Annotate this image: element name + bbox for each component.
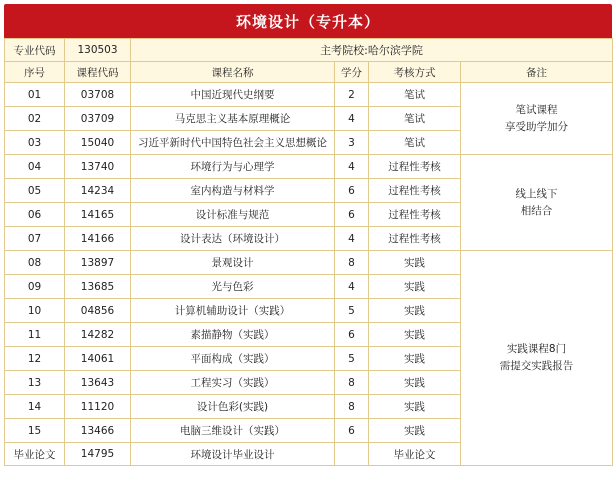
course-code: 11120 bbox=[65, 395, 131, 419]
exam-method: 毕业论文 bbox=[369, 443, 461, 466]
course-name: 室内构造与材料学 bbox=[131, 179, 335, 203]
column-header: 考核方式 bbox=[369, 62, 461, 83]
exam-method: 实践 bbox=[369, 251, 461, 275]
row-number: 13 bbox=[5, 371, 65, 395]
row-number: 07 bbox=[5, 227, 65, 251]
course-code: 13897 bbox=[65, 251, 131, 275]
exam-method: 笔试 bbox=[369, 83, 461, 107]
course-name: 设计色彩(实践) bbox=[131, 395, 335, 419]
course-credit: 4 bbox=[335, 107, 369, 131]
course-credit: 4 bbox=[335, 227, 369, 251]
course-credit: 6 bbox=[335, 179, 369, 203]
row-number: 04 bbox=[5, 155, 65, 179]
course-credit: 4 bbox=[335, 275, 369, 299]
remark-written-exam bbox=[461, 83, 613, 155]
column-header: 课程代码 bbox=[65, 62, 131, 83]
row-number: 08 bbox=[5, 251, 65, 275]
course-code: 14282 bbox=[65, 323, 131, 347]
course-credit: 6 bbox=[335, 419, 369, 443]
exam-method: 过程性考核 bbox=[369, 203, 461, 227]
course-code: 03709 bbox=[65, 107, 131, 131]
table-row bbox=[5, 83, 613, 107]
column-header: 备注 bbox=[461, 62, 613, 83]
course-code: 13740 bbox=[65, 155, 131, 179]
course-name: 习近平新时代中国特色社会主义思想概论 bbox=[131, 131, 335, 155]
course-name: 工程实习（实践） bbox=[131, 371, 335, 395]
exam-method: 笔试 bbox=[369, 107, 461, 131]
course-name: 电脑三维设计（实践） bbox=[131, 419, 335, 443]
course-name: 设计标准与规范 bbox=[131, 203, 335, 227]
course-code: 04856 bbox=[65, 299, 131, 323]
row-number: 06 bbox=[5, 203, 65, 227]
course-credit: 8 bbox=[335, 371, 369, 395]
exam-method: 过程性考核 bbox=[369, 155, 461, 179]
row-number: 15 bbox=[5, 419, 65, 443]
exam-method: 实践 bbox=[369, 299, 461, 323]
table-row bbox=[5, 251, 613, 275]
row-number: 14 bbox=[5, 395, 65, 419]
row-number: 11 bbox=[5, 323, 65, 347]
major-code-label: 专业代码 bbox=[5, 39, 65, 62]
exam-method: 笔试 bbox=[369, 131, 461, 155]
row-number: 毕业论文 bbox=[5, 443, 65, 466]
exam-method: 过程性考核 bbox=[369, 227, 461, 251]
row-number: 02 bbox=[5, 107, 65, 131]
column-header: 学分 bbox=[335, 62, 369, 83]
row-number: 05 bbox=[5, 179, 65, 203]
course-code: 15040 bbox=[65, 131, 131, 155]
course-credit: 2 bbox=[335, 83, 369, 107]
course-credit bbox=[335, 443, 369, 466]
course-code: 14165 bbox=[65, 203, 131, 227]
course-credit: 5 bbox=[335, 299, 369, 323]
course-credit: 6 bbox=[335, 203, 369, 227]
exam-method: 实践 bbox=[369, 395, 461, 419]
remark-line: 享受助学加分 bbox=[505, 120, 569, 133]
remark-blended bbox=[461, 155, 613, 251]
column-header: 序号 bbox=[5, 62, 65, 83]
page-title: 环境设计（专升本） bbox=[4, 4, 612, 38]
course-credit: 4 bbox=[335, 155, 369, 179]
course-name: 计算机辅助设计（实践） bbox=[131, 299, 335, 323]
row-number: 12 bbox=[5, 347, 65, 371]
exam-method: 实践 bbox=[369, 371, 461, 395]
course-name: 环境设计毕业设计 bbox=[131, 443, 335, 466]
course-code: 14166 bbox=[65, 227, 131, 251]
remark-practice bbox=[461, 251, 613, 466]
course-code: 14234 bbox=[65, 179, 131, 203]
course-table bbox=[4, 38, 613, 466]
exam-method: 实践 bbox=[369, 419, 461, 443]
course-name: 环境行为与心理学 bbox=[131, 155, 335, 179]
course-credit: 8 bbox=[335, 251, 369, 275]
course-credit: 8 bbox=[335, 395, 369, 419]
info-row bbox=[5, 39, 613, 62]
course-code: 13685 bbox=[65, 275, 131, 299]
course-name: 景观设计 bbox=[131, 251, 335, 275]
row-number: 09 bbox=[5, 275, 65, 299]
remark-line: 实践课程8门 bbox=[506, 343, 567, 355]
row-number: 01 bbox=[5, 83, 65, 107]
column-header: 课程名称 bbox=[131, 62, 335, 83]
remark-line: 笔试课程 bbox=[515, 103, 558, 116]
course-code: 03708 bbox=[65, 83, 131, 107]
remark-line: 线上线下 bbox=[515, 187, 558, 200]
course-credit: 6 bbox=[335, 323, 369, 347]
table-row bbox=[5, 155, 613, 179]
course-code: 14795 bbox=[65, 443, 131, 466]
course-code: 13466 bbox=[65, 419, 131, 443]
course-table-container bbox=[4, 4, 612, 466]
course-name: 马克思主义基本原理概论 bbox=[131, 107, 335, 131]
remark-line: 相结合 bbox=[520, 204, 553, 217]
course-credit: 5 bbox=[335, 347, 369, 371]
course-code: 14061 bbox=[65, 347, 131, 371]
major-code-value: 130503 bbox=[65, 39, 131, 62]
remark-line: 需提交实践报告 bbox=[499, 360, 574, 372]
course-name: 平面构成（实践） bbox=[131, 347, 335, 371]
row-number: 10 bbox=[5, 299, 65, 323]
exam-method: 实践 bbox=[369, 275, 461, 299]
row-number: 03 bbox=[5, 131, 65, 155]
host-school: 主考院校:哈尔滨学院 bbox=[131, 39, 613, 62]
course-name: 中国近现代史纲要 bbox=[131, 83, 335, 107]
course-name: 素描静物（实践） bbox=[131, 323, 335, 347]
course-name: 光与色彩 bbox=[131, 275, 335, 299]
exam-method: 过程性考核 bbox=[369, 179, 461, 203]
course-name: 设计表达（环境设计） bbox=[131, 227, 335, 251]
exam-method: 实践 bbox=[369, 347, 461, 371]
course-code: 13643 bbox=[65, 371, 131, 395]
course-credit: 3 bbox=[335, 131, 369, 155]
exam-method: 实践 bbox=[369, 323, 461, 347]
table-header bbox=[5, 62, 613, 83]
